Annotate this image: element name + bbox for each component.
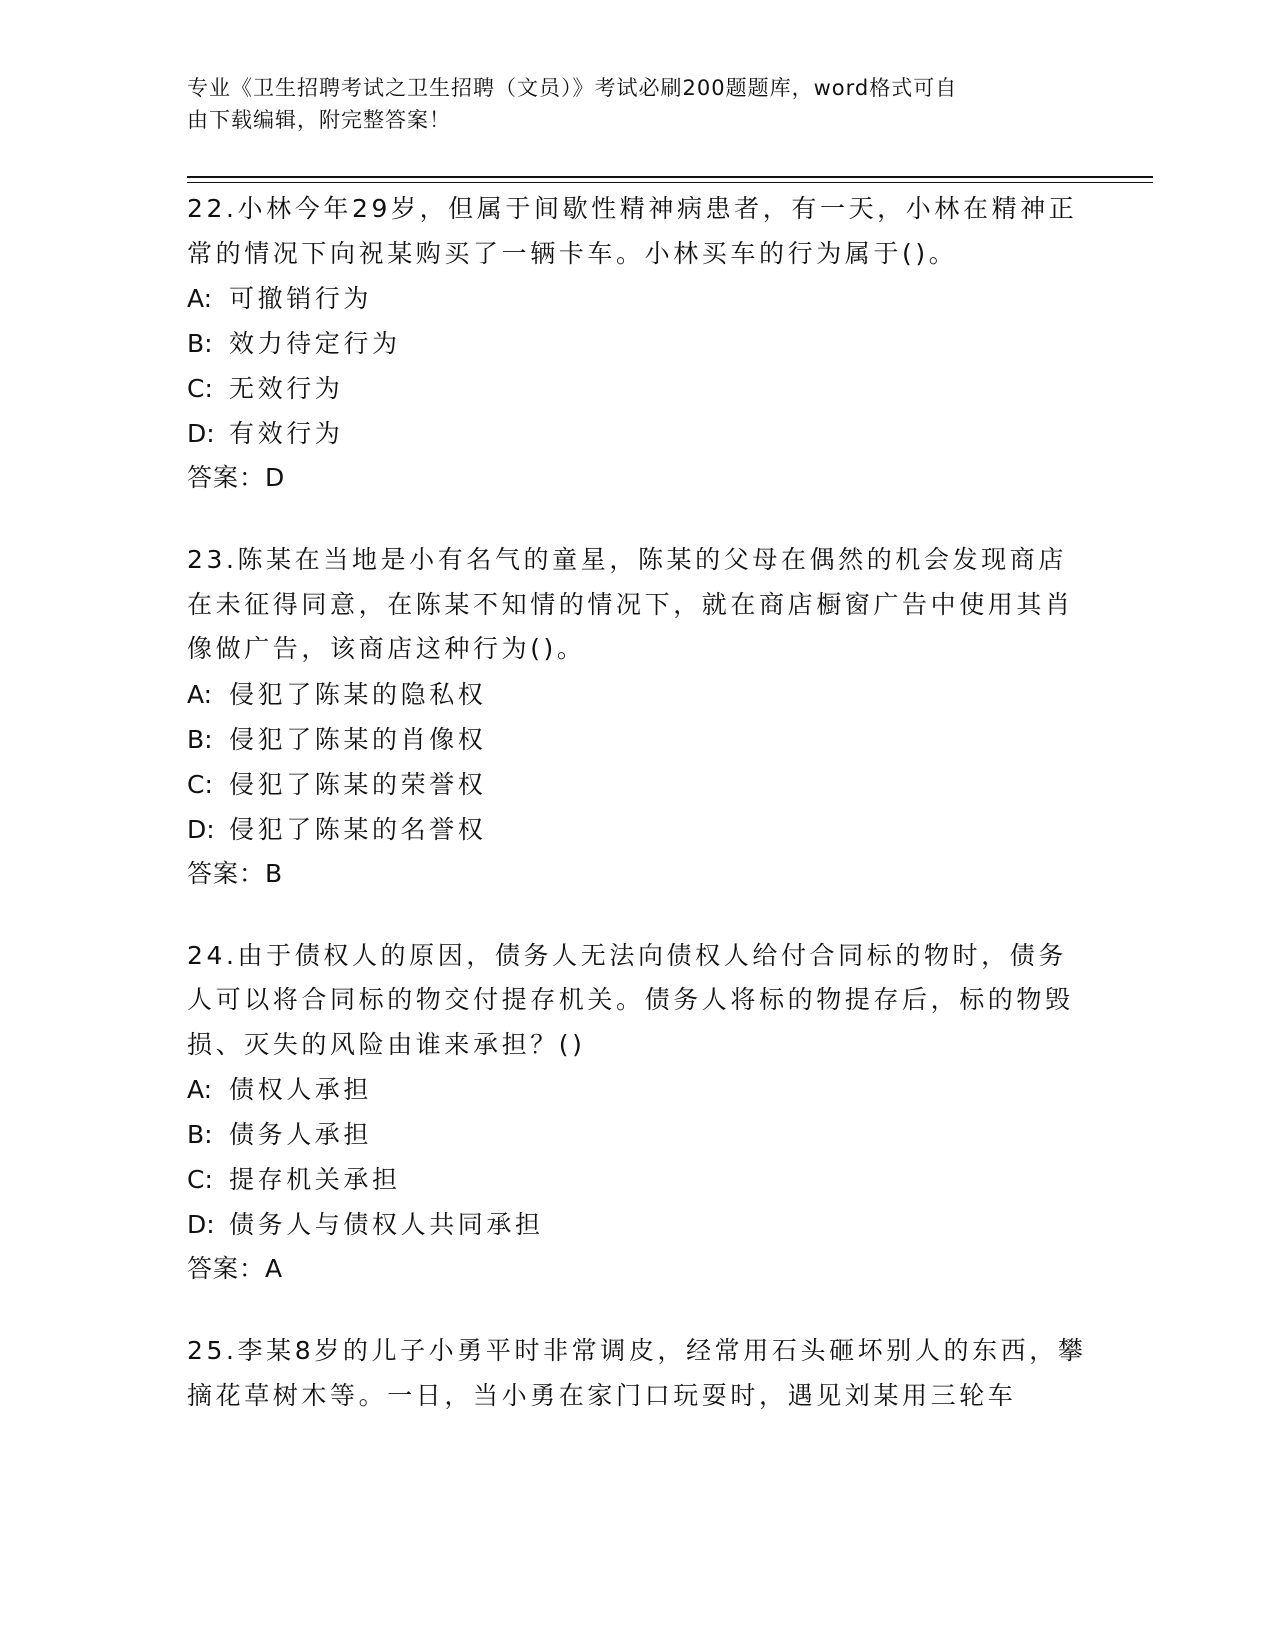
option-b — [187, 717, 1087, 762]
option-key: A: — [187, 679, 213, 709]
option-d — [187, 807, 1087, 852]
option-key: D: — [187, 814, 215, 844]
question-25 — [187, 1329, 1087, 1418]
option-key: C: — [187, 1165, 213, 1194]
header-divider-thick — [187, 176, 1153, 178]
document-header — [187, 72, 1067, 136]
option-d — [187, 1202, 1087, 1247]
option-a — [187, 672, 1087, 717]
option-text: 无效行为 — [229, 374, 344, 403]
answer-line: 答案：A — [187, 1254, 284, 1283]
header-line-1: 专业《卫生招聘考试之卫生招聘（文员）》考试必刷200题题库，word格式可自 — [187, 76, 958, 100]
question-22 — [187, 187, 1087, 500]
option-c — [187, 1157, 1087, 1202]
answer-line: 答案：D — [187, 463, 286, 492]
option-text: 效力待定行为 — [229, 329, 401, 358]
option-c — [187, 762, 1087, 807]
header-line-2: 由下载编辑，附完整答案！ — [187, 108, 451, 132]
question-stem: 24.由于债权人的原因，债务人无法向债权人给付合同标的物时，债务人可以将合同标的物交付提存机关。债务人将标的物提存后，标的物毁损、灭失的风险由谁来承担？() — [187, 940, 1074, 1059]
option-key: A: — [187, 284, 213, 313]
option-text: 债务人与债权人共同承担 — [229, 1210, 544, 1239]
option-a — [187, 276, 1087, 321]
question-list — [187, 187, 1087, 1456]
answer-line: 答案：B — [187, 858, 284, 888]
option-text: 侵犯了陈某的肖像权 — [229, 724, 487, 754]
option-key: C: — [187, 769, 213, 799]
question-stem: 25.李某8岁的儿子小勇平时非常调皮，经常用石头砸坏别人的东西，攀摘花草树木等。一日，当小勇在家门口玩耍时，遇见刘某用三轮车 — [187, 1336, 1087, 1410]
question-stem: 23.陈某在当地是小有名气的童星，陈某的父母在偶然的机会发现商店在未征得同意，在陈某不知情的情况下，就在商店橱窗广告中使用其肖像做广告，该商店这种行为()。 — [187, 545, 1074, 663]
option-key: B: — [187, 724, 213, 754]
header-divider-thin — [187, 182, 1153, 183]
option-key: D: — [187, 1210, 215, 1239]
option-text: 侵犯了陈某的名誉权 — [229, 814, 487, 844]
option-d — [187, 411, 1087, 456]
option-a — [187, 1067, 1087, 1112]
option-b — [187, 321, 1087, 366]
option-key: D: — [187, 419, 215, 448]
option-text: 提存机关承担 — [229, 1165, 401, 1194]
option-b — [187, 1112, 1087, 1157]
option-text: 侵犯了陈某的荣誉权 — [229, 769, 487, 799]
option-key: B: — [187, 1120, 213, 1149]
option-key: A: — [187, 1075, 213, 1104]
question-23 — [187, 538, 1087, 896]
option-text: 债务人承担 — [229, 1120, 373, 1149]
option-key: B: — [187, 329, 213, 358]
question-stem: 22.小林今年29岁，但属于间歇性精神病患者，有一天，小林在精神正常的情况下向祝某购买了一辆卡车。小林买车的行为属于()。 — [187, 194, 1078, 268]
option-text: 侵犯了陈某的隐私权 — [229, 679, 487, 709]
option-c — [187, 366, 1087, 411]
option-text: 可撤销行为 — [229, 284, 373, 313]
option-text: 债权人承担 — [229, 1075, 373, 1104]
question-24 — [187, 934, 1087, 1292]
option-key: C: — [187, 374, 213, 403]
option-text: 有效行为 — [229, 419, 344, 448]
